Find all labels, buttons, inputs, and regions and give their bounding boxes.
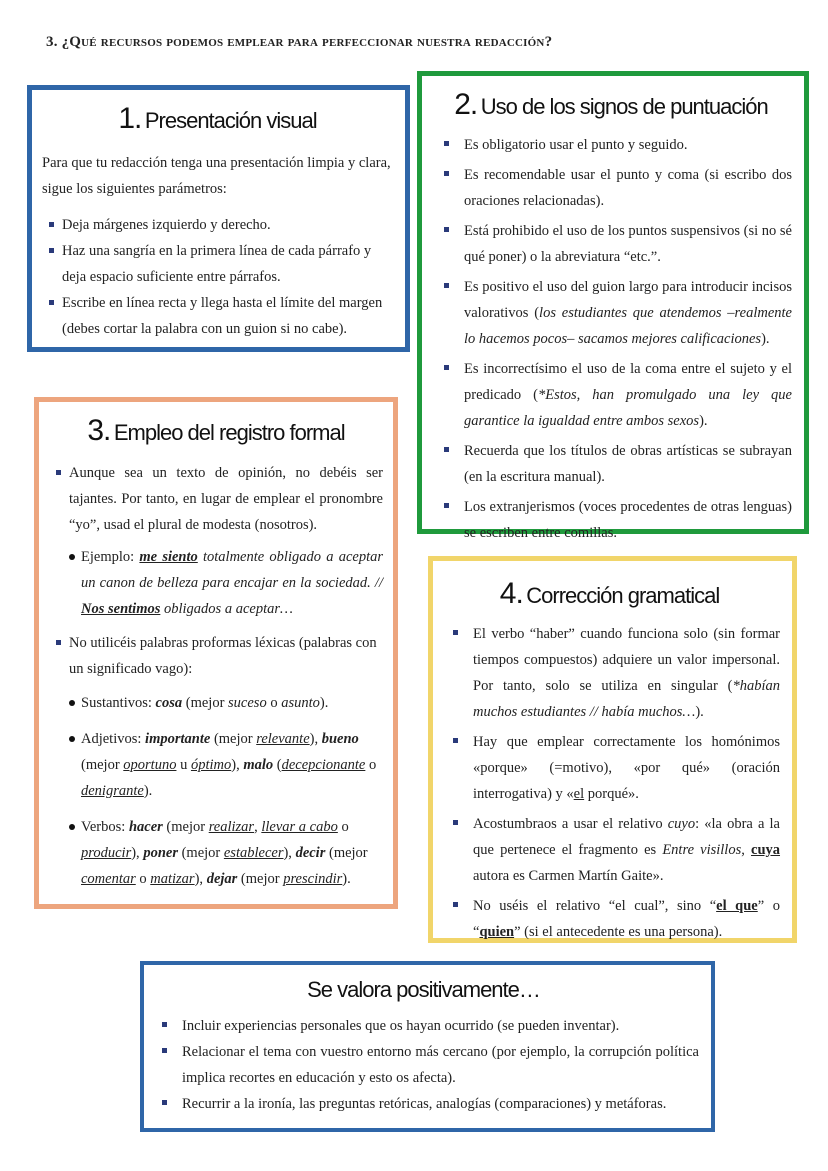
page-title: 3. ¿Qué recursos podemos emplear para perfeccionar nuestra redacción? <box>46 34 553 50</box>
box-correccion-gramatical <box>428 556 797 943</box>
list-item: Es recomendable usar el punto y coma (si escribo dos oraciones relacionadas). <box>430 162 792 214</box>
box-presentacion-visual <box>27 85 410 352</box>
list-item: Aunque sea un texto de opinión, no debéis ser tajantes. Por tanto, en lugar de emplear el pronombre “yo”, usad el plural de modesta (nosotros). <box>49 460 383 538</box>
list-item: Incluir experiencias personales que os hayan ocurrido (se pueden inventar). <box>148 1013 699 1039</box>
box-signos-puntuacion <box>417 71 809 541</box>
list-item: Escribe en línea recta y llega hasta el límite del margen (debes cortar la palabra con un guion si no cabe). <box>42 290 393 342</box>
box2-list <box>430 132 792 546</box>
list-item: No uséis el relativo “el cual”, sino “el que” o “quien” (si el antecedente es una persona). <box>439 893 780 945</box>
box5-list <box>148 1013 699 1117</box>
box1-list <box>42 212 393 342</box>
list-item: El verbo “haber” cuando funciona solo (sin formar tiempos compuestos) adquiere un valor impersonal. Por tanto, solo se utiliza en singular (*habían muchos estudiantes // había muchos…). <box>439 621 780 725</box>
box4-heading: 4. Corrección gramatical <box>499 577 720 610</box>
verbos-item: Verbos: hacer (mejor realizar, llevar a cabo o producir), poner (mejor establecer), decir (mejor comentar o matizar), dejar (mejor prescindir). <box>49 814 383 892</box>
example-item: Ejemplo: me siento totalmente obligado a aceptar un canon de belleza para encajar en la sociedad. // Nos sentimos obligados a aceptar… <box>49 544 383 622</box>
box-registro-formal <box>34 397 398 909</box>
box-se-valora <box>140 961 715 1132</box>
box3-example <box>49 544 383 622</box>
sustantivos-item: Sustantivos: cosa (mejor suceso o asunto). <box>49 690 383 716</box>
list-item: Está prohibido el uso de los puntos suspensivos (si no sé qué poner) o la abreviatura “etc.”. <box>430 218 792 270</box>
box3-list <box>49 460 383 538</box>
box5-heading: Se valora positivamente… <box>307 977 540 1002</box>
list-item: Es positivo el uso del guion largo para introducir incisos valorativos (los estudiantes que atendemos –realmente lo hacemos pocos– sacamos mejores calificaciones). <box>430 274 792 352</box>
box3-list-2 <box>49 630 383 682</box>
box4-list <box>439 621 780 945</box>
list-item: Los extranjerismos (voces procedentes de otras lenguas) se escriben entre comillas. <box>430 494 792 546</box>
list-item: Acostumbraos a usar el relativo cuyo: «la obra a la que pertenece el fragmento es Entre visillos, cuya autora es Carmen Martín Gaite». <box>439 811 780 889</box>
adjetivos-item: Adjetivos: importante (mejor relevante), bueno (mejor oportuno u óptimo), malo (decepcionante o denigrante). <box>49 726 383 804</box>
list-item: Es incorrectísimo el uso de la coma entre el sujeto y el predicado (*Estos, han promulgado una ley que garantice la igualdad entre ambos sexos). <box>430 356 792 434</box>
box1-intro: Para que tu redacción tenga una presentación limpia y clara, sigue los siguientes parámetros: <box>42 155 391 197</box>
list-item: Haz una sangría en la primera línea de cada párrafo y deja espacio suficiente entre párrafos. <box>42 238 393 290</box>
list-item: No utilicéis palabras proformas léxicas (palabras con un significado vago): <box>49 630 383 682</box>
box1-heading: 1. Presentación visual <box>118 102 317 135</box>
box3-proformas <box>49 690 383 892</box>
list-item: Es obligatorio usar el punto y seguido. <box>430 132 792 158</box>
list-item: Deja márgenes izquierdo y derecho. <box>42 212 393 238</box>
list-item: Hay que emplear correctamente los homónimos «porque» (=motivo), «por qué» (oración interrogativa) y «el porqué». <box>439 729 780 807</box>
list-item: Relacionar el tema con vuestro entorno más cercano (por ejemplo, la corrupción política implica recortes en educación y esto os afecta). <box>148 1039 699 1091</box>
list-item: Recuerda que los títulos de obras artísticas se subrayan (en la escritura manual). <box>430 438 792 490</box>
list-item: Recurrir a la ironía, las preguntas retóricas, analogías (comparaciones) y metáforas. <box>148 1091 699 1117</box>
box3-heading: 3. Empleo del registro formal <box>87 414 345 447</box>
box2-heading: 2. Uso de los signos de puntuación <box>454 88 768 121</box>
